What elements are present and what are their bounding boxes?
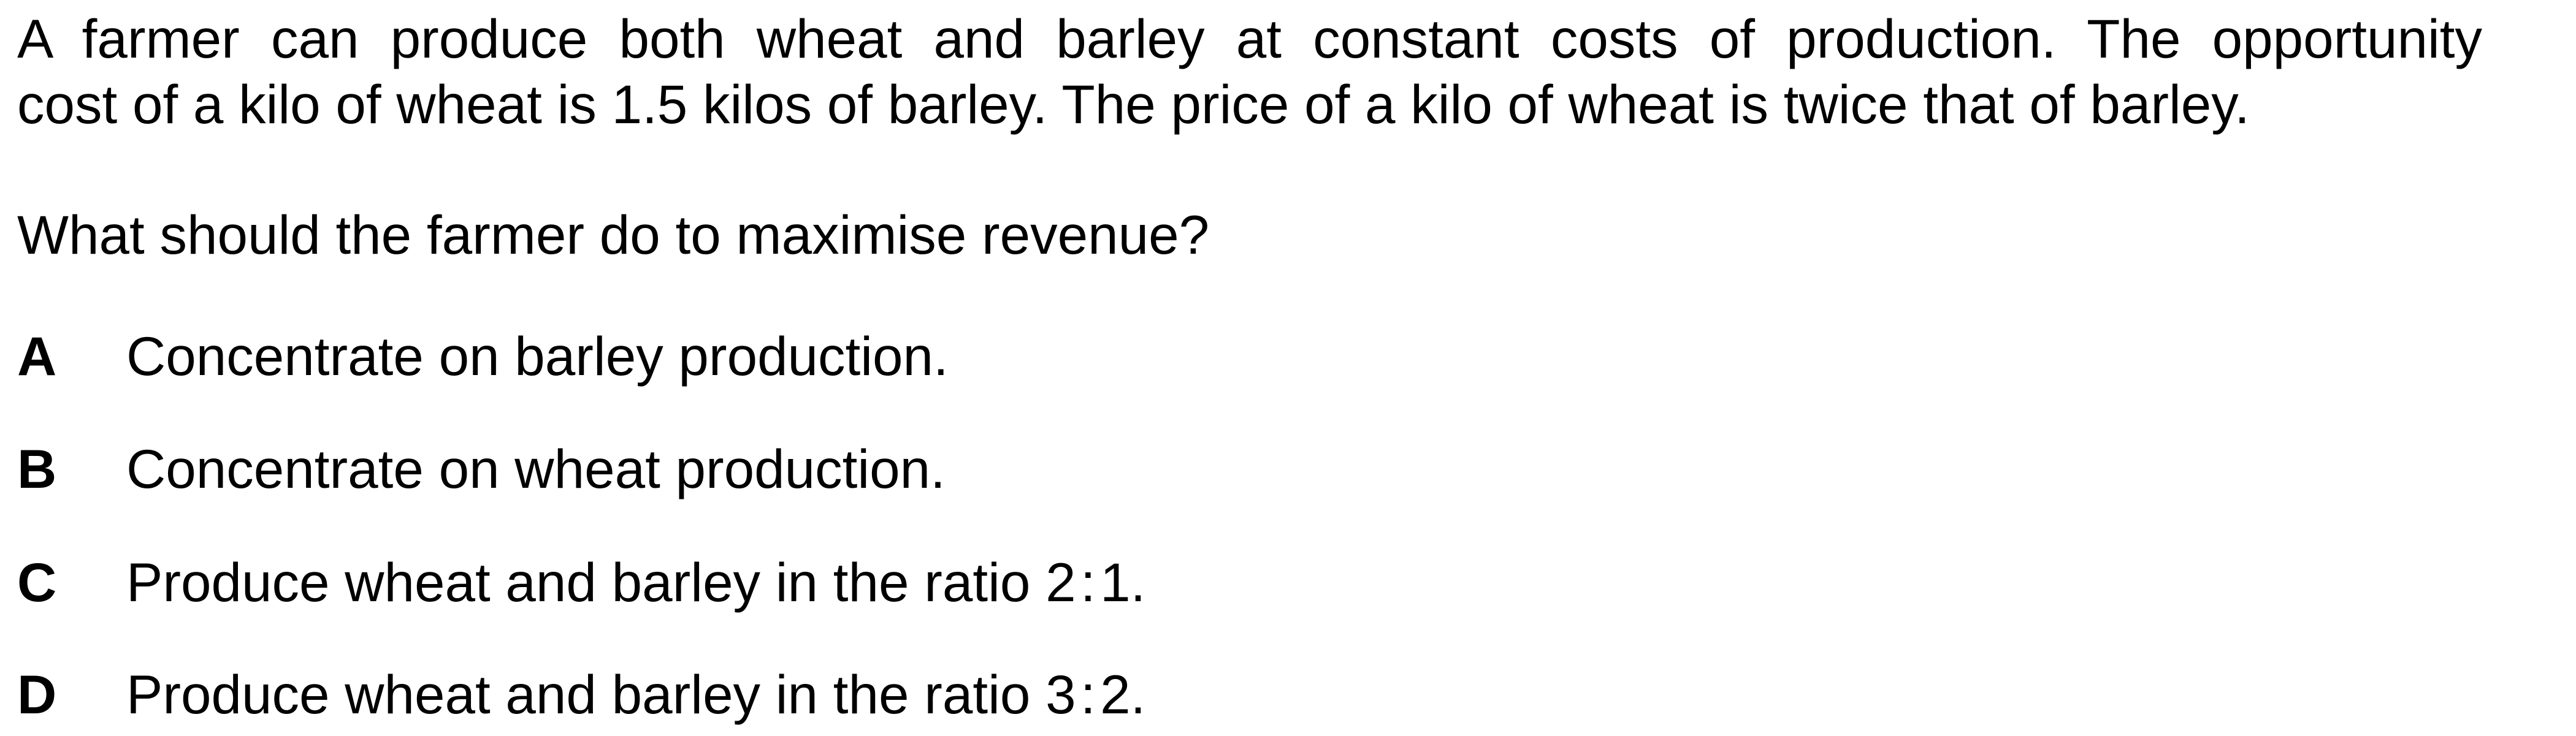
option-d-letter: D [17, 664, 57, 725]
option-a-text: Concentrate on barley production. [126, 325, 949, 387]
stem-line-2: cost of a kilo of wheat is 1.5 kilos of barley. The price of a kilo of wheat is twice that of barley. [17, 74, 2250, 135]
option-a-letter: A [17, 325, 57, 387]
option-b-letter: B [17, 438, 57, 499]
question-prompt: What should the farmer do to maximise revenue? [17, 204, 1210, 265]
question-stem [17, 0, 2482, 137]
option-b-text: Concentrate on wheat production. [126, 438, 946, 499]
option-c-text: Produce wheat and barley in the ratio 2 : 1. [126, 552, 1146, 613]
stem-line-1: A farmer can produce both wheat and barley at constant costs of production. The opportunity [17, 8, 2482, 69]
question-page [17, 0, 2482, 725]
option-c-letter: C [17, 552, 57, 613]
option-d-text: Produce wheat and barley in the ratio 3 : 2. [126, 664, 1146, 725]
